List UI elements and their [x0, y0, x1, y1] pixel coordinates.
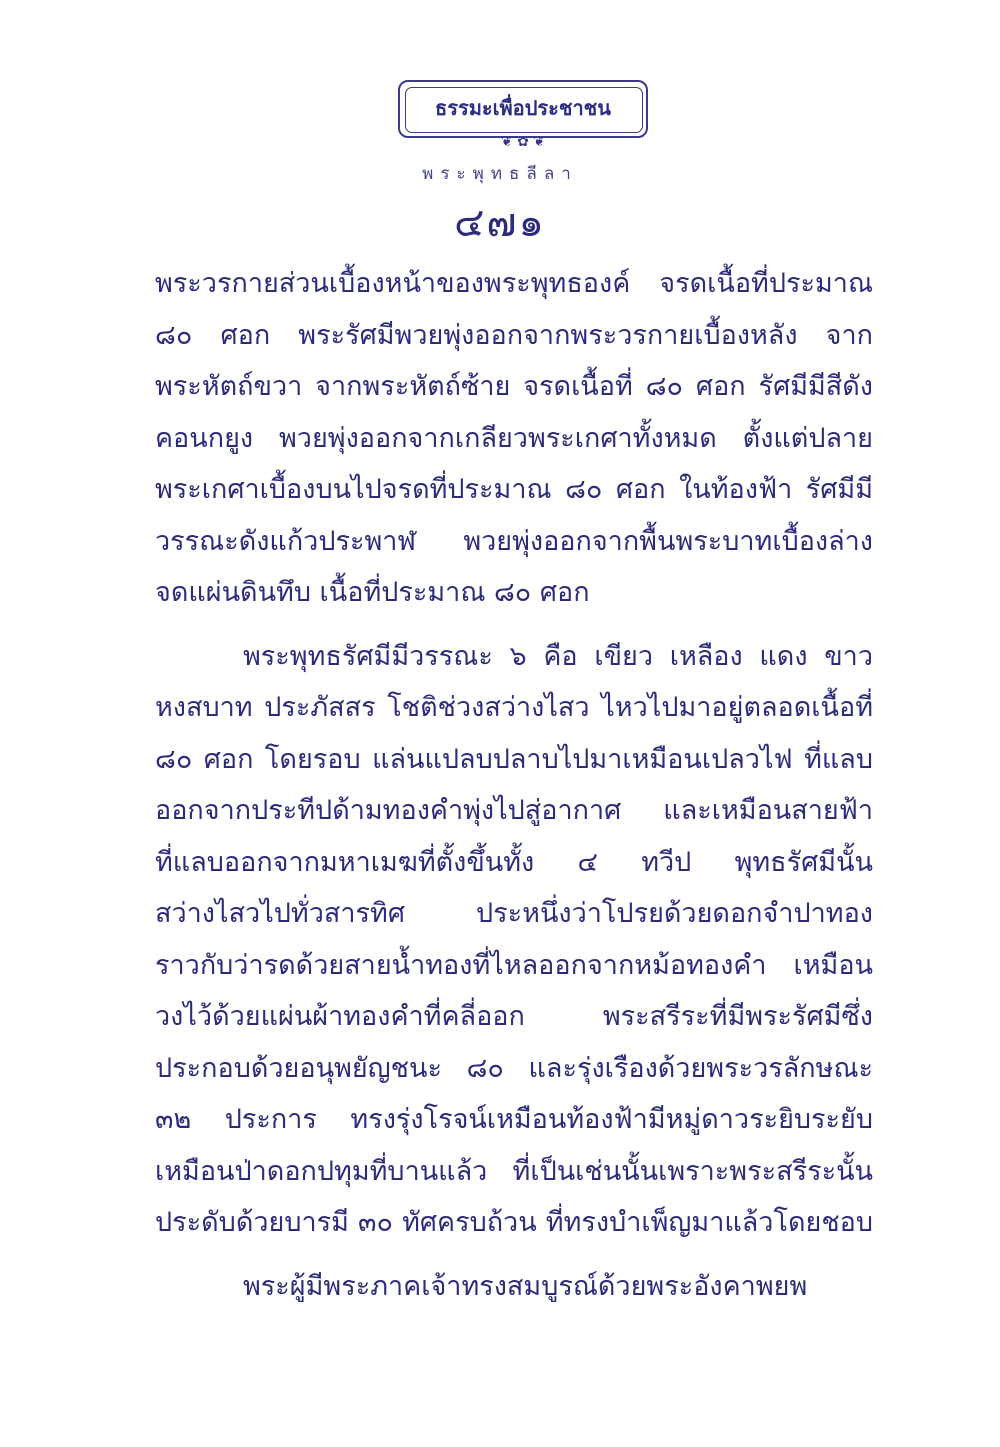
text-line: ๘๐ ศอก พระรัศมีพวยพุ่งออกจากพระวรกายเบื้องหลัง จาก	[155, 319, 873, 351]
text-line: วรรณะดังแก้วประพาฬ พวยพุ่งออกจากพื้นพระบาทเบื้องล่าง	[155, 525, 873, 557]
section-title: พระพุทธลีลา	[422, 164, 578, 184]
text-line: พระวรกายส่วนเบื้องหน้าของพระพุทธองค์ จรดเนื้อที่ประมาณ	[155, 268, 873, 299]
logo	[398, 80, 648, 158]
text-line: ประดับด้วยบารมี ๓๐ ทัศครบถ้วน ที่ทรงบำเพ็ญมาแล้วโดยชอบ	[155, 1207, 873, 1238]
paragraph-3	[155, 1261, 873, 1313]
text-line: วงไว้ด้วยแผ่นผ้าทองคำที่คลี่ออก พระสรีระที่มีพระรัศมีซึ่ง	[155, 1001, 873, 1032]
text-line: พระเกศาเบื้องบนไปจรดที่ประมาณ ๘๐ ศอก ในท้องฟ้า รัศมีมี	[155, 474, 873, 505]
text-line: ราวกับว่ารดด้วยสายน้ำทองที่ไหลออกจากหม้อทองคำ เหมือน	[155, 949, 873, 981]
paragraph-2	[155, 631, 873, 1249]
text-line: ออกจากประทีปด้ามทองคำพุ่งไปสู่อากาศ และเหมือนสายฟ้า	[155, 795, 873, 826]
text-line: จดแผ่นดินทึบ เนื้อที่ประมาณ ๘๐ ศอก	[155, 577, 590, 608]
text-line: พระพุทธรัศมีมีวรรณะ ๖ คือ เขียว เหลือง แดง ขาว	[243, 640, 873, 672]
text-line: เหมือนป่าดอกปทุมที่บานแล้ว ที่เป็นเช่นนั้นเพราะพระสรีระนั้น	[155, 1155, 873, 1187]
text-line: ๘๐ ศอก โดยรอบ แล่นแปลบปลาบไปมาเหมือนเปลวไฟ ที่แลบ	[155, 743, 873, 775]
text-line: พระหัตถ์ขวา จากพระหัตถ์ซ้าย จรดเนื้อที่ ๘๐ ศอก รัศมีมีสีดัง	[155, 371, 873, 402]
text-line: สว่างไสวไปทั่วสารทิศ ประหนึ่งว่าโปรยด้วยดอกจำปาทอง	[155, 898, 873, 929]
logo-title: ธรรมะเพื่อประชาชน	[435, 96, 611, 120]
text-line: หงสบาท ประภัสสร โชติช่วงสว่างไสว ไหวไปมาอยู่ตลอดเนื้อที่	[155, 692, 873, 723]
text-line: คอนกยูง พวยพุ่งออกจากเกลียวพระเกศาทั้งหมด ตั้งแต่ปลาย	[155, 422, 873, 454]
paragraph-1	[155, 258, 873, 619]
logo-ornament-icon: ❦ ✿ ❦	[500, 134, 546, 150]
text-line: ประกอบด้วยอนุพยัญชนะ ๘๐ และรุ่งเรืองด้วยพระวรลักษณะ	[155, 1052, 873, 1084]
text-line: ๓๒ ประการ ทรงรุ่งโรจน์เหมือนท้องฟ้ามีหมู่ดาวระยิบระยับ	[155, 1104, 873, 1135]
body-text	[155, 258, 873, 1312]
page-number: ๔๗๑	[454, 200, 546, 246]
text-line: พระผู้มีพระภาคเจ้าทรงสมบูรณ์ด้วยพระอังคาพยพ	[243, 1270, 808, 1302]
text-line: ที่แลบออกจากมหาเมฆที่ตั้งขึ้นทั้ง ๔ ทวีป พุทธรัศมีนั้น	[155, 846, 873, 878]
